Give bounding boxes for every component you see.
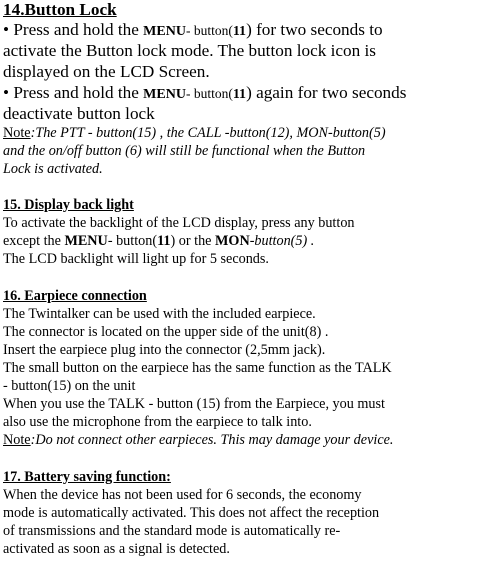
text: ) or the <box>170 233 216 249</box>
section-17-line-1: When the device has not been used for 6 seconds, the economy <box>3 487 362 503</box>
section-17-heading: 17. Battery saving function: <box>3 469 171 485</box>
text: - button( <box>185 86 233 101</box>
note-label: Note <box>3 432 31 448</box>
text: • Press and hold the <box>3 83 144 102</box>
section-14-bullet-1-line-1 <box>3 20 383 40</box>
section-16-line-5: - button(15) on the unit <box>3 378 136 394</box>
section-14-note-line-2: and the on/off button (6) will still be functional when the Button <box>3 143 366 159</box>
section-17-line-4: activated as soon as a signal is detected. <box>3 541 230 557</box>
button-number: 11 <box>157 233 171 249</box>
section-15-line-1: To activate the backlight of the LCD display, press any button <box>3 215 355 231</box>
section-14-bullet-1-line-3: displayed on the LCD Screen. <box>3 62 210 81</box>
section-16-heading: 16. Earpiece connection <box>3 288 147 304</box>
text: ) again for two seconds <box>246 83 407 102</box>
section-17-line-2: mode is automatically activated. This does not affect the reception <box>3 505 380 521</box>
section-14-note-line-3: Lock is activated. <box>3 161 103 177</box>
section-15-line-2 <box>3 233 314 250</box>
button-number: 11 <box>232 87 247 102</box>
section-16-line-2: The connector is located on the upper side of the unit(8) . <box>3 324 329 340</box>
section-14-bullet-2-line-1 <box>3 83 406 103</box>
section-14-bullet-2-line-2: deactivate button lock <box>3 104 155 123</box>
section-16-line-7: also use the microphone from the earpiece to talk into. <box>3 414 312 430</box>
text: -button(5) . <box>249 233 315 249</box>
section-14-bullet-1-line-2: activate the Button lock mode. The button lock icon is <box>3 41 376 60</box>
section-16-line-6: When you use the TALK - button (15) from the Earpiece, you must <box>3 396 385 412</box>
text: - button( <box>185 23 233 38</box>
text: except the <box>3 233 65 249</box>
mon-key: MON <box>215 233 250 249</box>
text: • Press and hold the <box>3 20 144 39</box>
section-16-note <box>3 432 393 449</box>
section-15-line-3: The LCD backlight will light up for 5 seconds. <box>3 251 269 267</box>
section-16-line-1: The Twintalker can be used with the included earpiece. <box>3 306 316 322</box>
button-number: 11 <box>232 24 247 39</box>
section-17-line-3: of transmissions and the standard mode is automatically re- <box>3 523 341 539</box>
section-14-note-line-1 <box>3 125 386 142</box>
section-15-heading: 15. Display back light <box>3 197 134 213</box>
section-16-line-3: Insert the earpiece plug into the connector (2,5mm jack). <box>3 342 326 358</box>
note-label: Note <box>3 125 31 141</box>
section-16-line-4: The small button on the earpiece has the same function as the TALK <box>3 360 392 376</box>
note-text: :The PTT - button(15) , the CALL -button(12), MON-button(5) <box>30 125 386 141</box>
text: ) for two seconds to <box>246 20 383 39</box>
note-text: :Do not connect other earpieces. This may damage your device. <box>30 432 394 448</box>
menu-key: MENU <box>64 233 108 249</box>
menu-key: MENU <box>143 87 186 102</box>
text: - button( <box>107 233 158 249</box>
menu-key: MENU <box>143 24 186 39</box>
section-14-heading: 14.Button Lock <box>3 0 117 19</box>
